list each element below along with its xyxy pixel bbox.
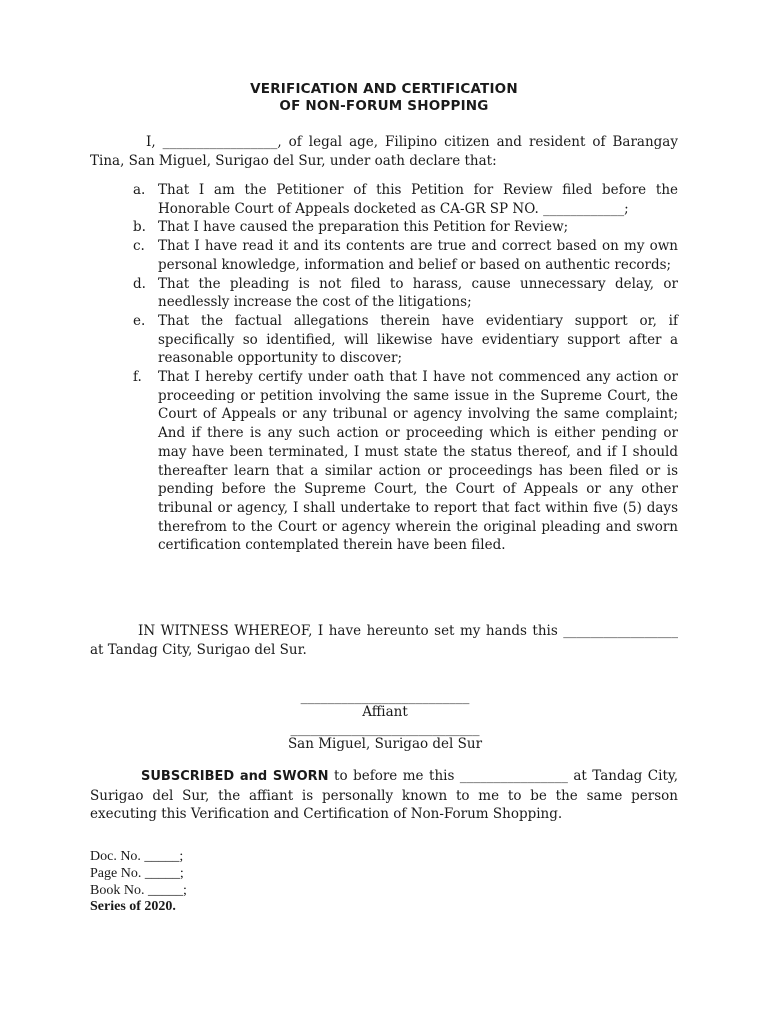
doc-no: Doc. No. _____; [90,849,184,864]
address-line: ____________________________ [290,721,480,737]
declaration-list [133,181,678,555]
series-year: Series of 2020. [90,899,176,914]
address-label: San Miguel, Surigao del Sur [287,736,483,752]
book-no: Book No. _____; [90,883,187,898]
document-title-line-1: VERIFICATION AND CERTIFICATION [250,81,518,97]
list-item-text: That I am the Petitioner of this Petition for Review filed before the Honorable Court of Appeals docketed as CA-GR SP NO. ____________; [158,182,678,217]
list-marker: d. [133,275,146,292]
list-item-text: That I have read it and its contents are true and correct based on my own personal knowledge, information and belief or based on authentic records; [158,238,678,273]
list-item-text: That the pleading is not filed to harass, cause unnecessary delay, or needlessly increase the cost of the litigations; [158,275,678,311]
list-item [133,218,678,237]
list-marker: b. [133,219,146,236]
list-item [133,237,678,274]
intro-paragraph: I, _________________, of legal age, Filipino citizen and resident of Barangay Tina, San Miguel, Surigao del Sur, under oath declare that: [90,134,678,169]
affiant-signature-line: _________________________ [300,689,470,705]
subscribed-paragraph [90,767,678,824]
list-marker: a. [133,182,146,198]
witness-paragraph: IN WITNESS WHEREOF, I have hereunto set my hands this _________________ at Tandag City, Surigao del Sur. [90,623,678,658]
list-item-text: That I hereby certify under oath that I have not commenced any action or proceeding or petition involving the same issue in the Supreme Court, the Court of Appeals or any tribunal or agency involving the same complaint; And if there is any such action or proceeding which is either pending or may have been terminated, I must state the status thereof, and if I should thereafter learn that a similar action or proceedings has been filed or is pending before the Supreme Court, the Court of Appeals or any other tribunal or agency, I shall undertake to report that fact within five (5) days therefrom to the Court or agency wherein the original pleading and sworn certification contemplated therein have been filed. [158,369,678,554]
list-marker: f. [133,369,142,386]
subscribed-sworn-heading: SUBSCRIBED and SWORN [141,769,329,784]
list-item-text: That the factual allegations therein have evidentiary support or, if specifically so identified, will likewise have evidentiary support after a reasonable opportunity to discover; [158,312,678,367]
list-item [133,368,678,555]
affiant-label: Affiant [362,704,408,720]
page-no: Page No. _____; [90,866,184,881]
document-title-line-2: OF NON-FORUM SHOPPING [279,98,489,114]
list-item [133,181,678,218]
list-item [133,275,678,312]
list-item [133,312,678,368]
list-marker: e. [133,312,146,329]
subscribed-text: to before me this ________________ at Tandag City, Surigao del Sur, the affiant is personally known to me to be the same person executing this Verification and Certification of Non-Forum Shopping. [90,768,678,823]
list-item-text: That I have caused the preparation this Petition for Review; [158,219,569,236]
list-marker: c. [133,238,145,255]
